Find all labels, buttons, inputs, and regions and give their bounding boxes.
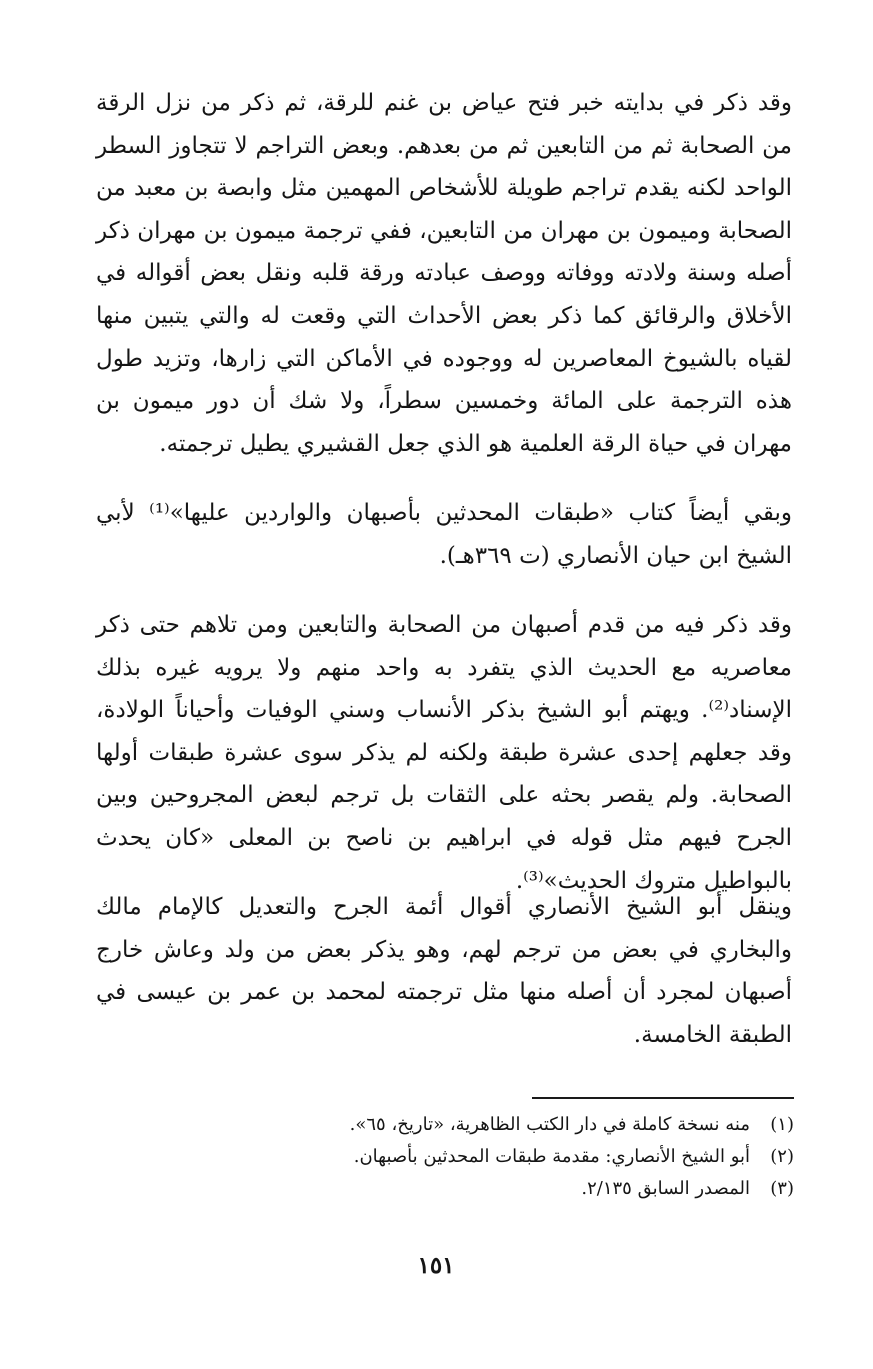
footnote [96,1173,794,1205]
footnote-text: أبو الشيخ الأنصاري: مقدمة طبقات المحدثين بأصبهان. [353,1146,750,1167]
footnote-number: (١) [770,1114,794,1135]
footnote [96,1109,794,1141]
body-text-block [96,82,792,465]
footnote-number: (٢) [770,1146,794,1167]
paragraph-raqqa-history: وقد ذكر في بدايته خبر فتح عياض بن غنم للرقة، ثم ذكر من نزل الرقة من الصحابة ثم من التابعين ثم من بعدهم. وبعض التراجم لا تتجاوز السطر الواحد لكنه يقدم تراجم طويلة للأشخاص المهمين مثل وابصة بن معبد من الصحابة وميمون بن مهران من التابعين، ففي ترجمة ميمون بن مهران ذكر أصله وسنة ولادته ووفاته ووصف عبادته ورقة قلبه ونقل بعض أقواله في الأخلاق والرقائق كما ذكر بعض الأحداث التي وقعت له والتي يتبين منها لقياه بالشيوخ المعاصرين له ووجوده في الأماكن التي زارها، وتزيد طول هذه الترجمة على المائة وخمسين سطراً، ولا شك أن دور ميمون بن مهران في حياة الرقة العلمية هو الذي جعل القشيري يطيل ترجمته. [96,90,792,457]
footnotes-section [96,1109,794,1205]
paragraph-tabaqat-book: وبقي أيضاً كتاب «طبقات المحدثين بأصبهان والواردين عليها»⁽¹⁾ لأبي الشيخ ابن حيان الأنصاري (ت ٣٦٩هـ). [96,500,792,569]
body-text-block [96,604,792,902]
footnote-text: منه نسخة كاملة في دار الكتب الظاهرية، «تاريخ، ٦٥». [349,1114,750,1135]
body-text-block [96,492,792,577]
footnote-divider [532,1097,794,1099]
paragraph-abu-shaykh-quotes: وينقل أبو الشيخ الأنصاري أقوال أئمة الجرح والتعديل كالإمام مالك والبخاري في بعض من ترجم لهم، وهو يذكر بعض من ولد وعاش خارج أصبهان لمجرد أن أصله منها مثل ترجمته لمحمد بن عمر بن عيسى في الطبقة الخامسة. [96,894,792,1048]
page-number: ١٥١ [417,1252,455,1279]
footnote [96,1141,794,1173]
paragraph-book-content: وقد ذكر فيه من قدم أصبهان من الصحابة والتابعين ومن تلاهم حتى ذكر معاصريه مع الحديث الذي يتفرد به واحد منهم ولا يرويه غيره بذلك الإسناد⁽²⁾. ويهتم أبو الشيخ بذكر الأنساب وسني الوفيات وأحياناً الولادة، وقد جعلهم إحدى عشرة طبقة ولكنه لم يذكر سوى عشرة طبقات أولها الصحابة. ولم يقصر بحثه على الثقات بل ترجم لبعض المجروحين وبين الجرح فيهم مثل قوله في ابراهيم بن ناصح بن المعلى «كان يحدث بالبواطيل متروك الحديث»⁽³⁾. [96,612,792,894]
body-text-block [96,886,792,1056]
footnote-number: (٣) [770,1178,794,1199]
footnote-text: المصدر السابق ٢/١٣٥. [581,1178,750,1199]
